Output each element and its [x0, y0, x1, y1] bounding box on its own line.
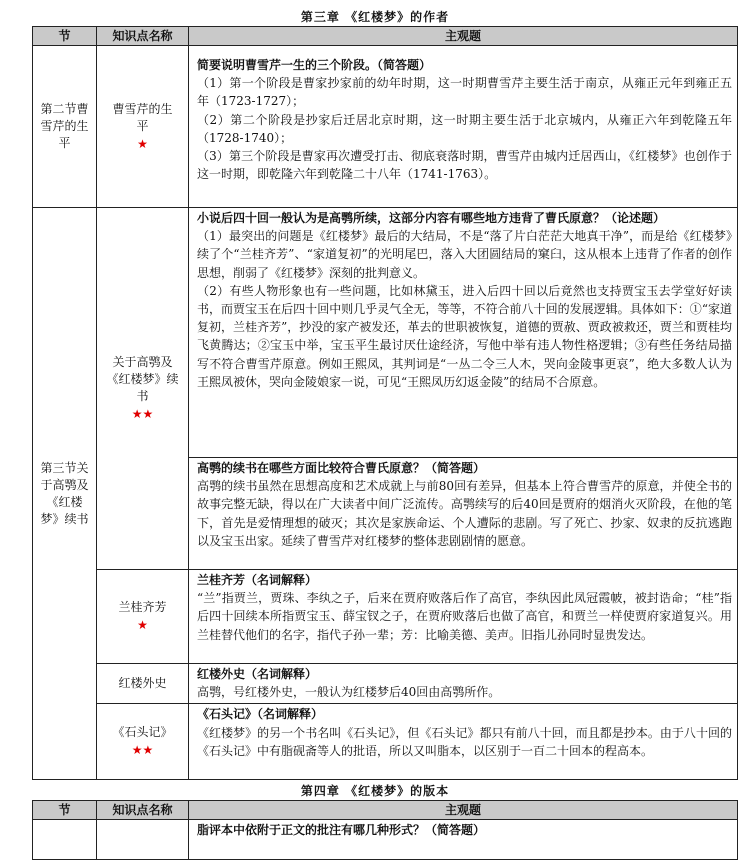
- chapter-3-title: 第三章 《红楼梦》的作者: [300, 10, 450, 24]
- table-header-row: [33, 27, 738, 46]
- content-cell: [189, 458, 738, 570]
- question-title: 小说后四十回一般认为是高鹗所续，这部分内容有哪些地方违背了曹氏原意？（论述题）: [197, 211, 666, 225]
- table-header-row: [33, 801, 738, 820]
- header-section: 节: [33, 801, 97, 820]
- section-cell: [33, 208, 97, 780]
- header-knowledge: 知识点名称: [97, 27, 189, 46]
- answer-paragraph: 《红楼梦》的另一个书名叫《石头记》，但《石头记》都只有前八十回，而且都是抄本。由于八十回的《石头记》中有脂砚斋等人的批语，所以又叫脂本，以区别于一百二十回本的程高本。: [197, 725, 732, 758]
- content-cell: [189, 208, 738, 458]
- knowledge-cell: [97, 46, 189, 208]
- table-row: [33, 664, 738, 704]
- content-cell: [189, 664, 738, 704]
- table-row: [33, 570, 738, 664]
- chapter-4-table: [32, 800, 738, 860]
- section-cell: [33, 820, 97, 860]
- importance-stars: ★: [137, 136, 148, 151]
- knowledge-name: 兰桂齐芳: [118, 600, 167, 614]
- question-title: 《石头记》（名词解释）: [197, 707, 324, 722]
- importance-stars: ★★: [131, 743, 154, 758]
- chapter-4-title: 第四章 《红楼梦》的版本: [300, 784, 450, 799]
- question-title: 兰桂齐芳（名词解释）: [197, 573, 318, 587]
- knowledge-name: 关于高鹗及《红楼梦》续书: [106, 355, 179, 403]
- question-title: 简要说明曹雪芹一生的三个阶段。（简答题）: [197, 58, 432, 72]
- knowledge-name: 曹雪芹的生平: [112, 101, 173, 133]
- answer-paragraph: 高鹗，号红楼外史，一般认为红楼梦后40回由高鹗所作。: [197, 685, 501, 700]
- knowledge-name: 红楼外史: [118, 676, 167, 691]
- importance-stars: ★★: [131, 407, 154, 421]
- answer-paragraph: （2）第二个阶段是抄家后迁居北京时期，这一时期主要生活于北京城内，从雍正六年到乾隆五年（1728-1740）；: [197, 112, 732, 145]
- knowledge-cell: [97, 570, 189, 664]
- answer-paragraph: （2）有些人物形象也有一些问题，比如林黛玉，进入后四十回以后竟然也支持贾宝玉去学堂好好读书，而贾宝玉在后四十回中则几乎灵气全无，等等，不符合前八十回的发展逻辑。具体如下：①“家道复初，兰桂齐芳”，抄没的家产被发还，革去的世职被恢复，道德的贾赦、贾政被救还，贾兰和贾桂均飞黄腾达；②宝玉中举，宝玉平生最讨厌仕途经济，写他中举有违人物性格逻辑；③有些任务结局描写不符合曹雪芹原意。例如王熙凤，其判词是“一丛二令三人木，哭向金陵事更哀”，绝大多数人认为王熙凤被休，哭向金陵娘家一说，可见“王熙凤历幻返金陵”的结局不合原意。: [197, 283, 732, 389]
- knowledge-cell: [97, 820, 189, 860]
- section-cell: [33, 46, 97, 208]
- question-title: 脂评本中依附于正文的批注有哪几种形式？（简答题）: [197, 823, 486, 838]
- content-cell: [189, 570, 738, 664]
- table-row: [33, 46, 738, 208]
- table-row: [33, 820, 738, 860]
- answer-paragraph: （1）最突出的问题是《红楼梦》最后的大结局，不是“落了片白茫茫大地真干净”，而是给《红楼梦》续了个“兰桂齐芳”、“家道复初”的光明尾巴，落入大团圆结局的窠臼，这从根本上违背了作者的创作思想，削弱了《红楼梦》深刻的批判意义。: [197, 229, 732, 280]
- content-cell: [189, 704, 738, 780]
- answer-paragraph: （1）第一个阶段是曹家抄家前的幼年时期，这一时期曹雪芹主要生活于南京，从雍正元年到雍正五年（1723-1727）；: [197, 76, 732, 109]
- content-cell: [189, 820, 738, 860]
- knowledge-name: 《石头记》: [112, 725, 173, 740]
- chapter-3-table: [32, 26, 738, 780]
- header-knowledge: 知识点名称: [97, 801, 189, 820]
- knowledge-cell: [97, 664, 189, 704]
- answer-paragraph: “兰”指贾兰，贾珠、李纨之子，后来在贾府败落后作了高官，李纨因此凤冠霞帔，被封诰命；“桂”指后四十回续本所指贾宝玉、薛宝钗之子，在贾府败落后也做了高官，和贾兰一样使贾府家道复兴。用兰桂替代他们的名字，指代子孙一辈；芳：比喻美德、美声。旧指儿孙同时显贵发达。: [197, 591, 732, 642]
- question-title: 高鹗的续书在哪些方面比较符合曹氏原意？（简答题）: [197, 461, 486, 475]
- header-section: 节: [33, 27, 97, 46]
- answer-paragraph: 高鹗的续书虽然在思想高度和艺术成就上与前80回有差异，但基本上符合曹雪芹的原意，并使全书的故事完整无缺，得以在广大读者中间广泛流传。高鹗续写的后40回是贾府的烟消火灭阶段，在他的笔下，首先是爱情理想的破灭；其次是家族命运、个人遭际的悲剧。写了死亡、抄家、奴隶的反抗逃跑以及宝玉出家。延续了曹雪芹对红楼梦的整体悲剧剧情的愿意。: [197, 479, 732, 548]
- header-content: 主观题: [189, 801, 738, 820]
- question-title: 红楼外史（名词解释）: [197, 667, 318, 681]
- section-name: 第二节曹雪芹的生平: [40, 102, 89, 150]
- knowledge-cell: [97, 704, 189, 780]
- knowledge-cell: [97, 208, 189, 570]
- table-row: [33, 704, 738, 780]
- header-content: 主观题: [189, 27, 738, 46]
- importance-stars: ★: [137, 618, 148, 632]
- table-row: [33, 208, 738, 458]
- content-cell: [189, 46, 738, 208]
- section-name: 第三节关于高鹗及《红楼梦》续书: [40, 460, 89, 526]
- answer-paragraph: （3）第三个阶段是曹家再次遭受打击、彻底衰落时期，曹雪芹由城内迁居西山，《红楼梦》也创作于这一时期，即乾隆六年到乾隆二十八年（1741-1763）。: [197, 149, 732, 182]
